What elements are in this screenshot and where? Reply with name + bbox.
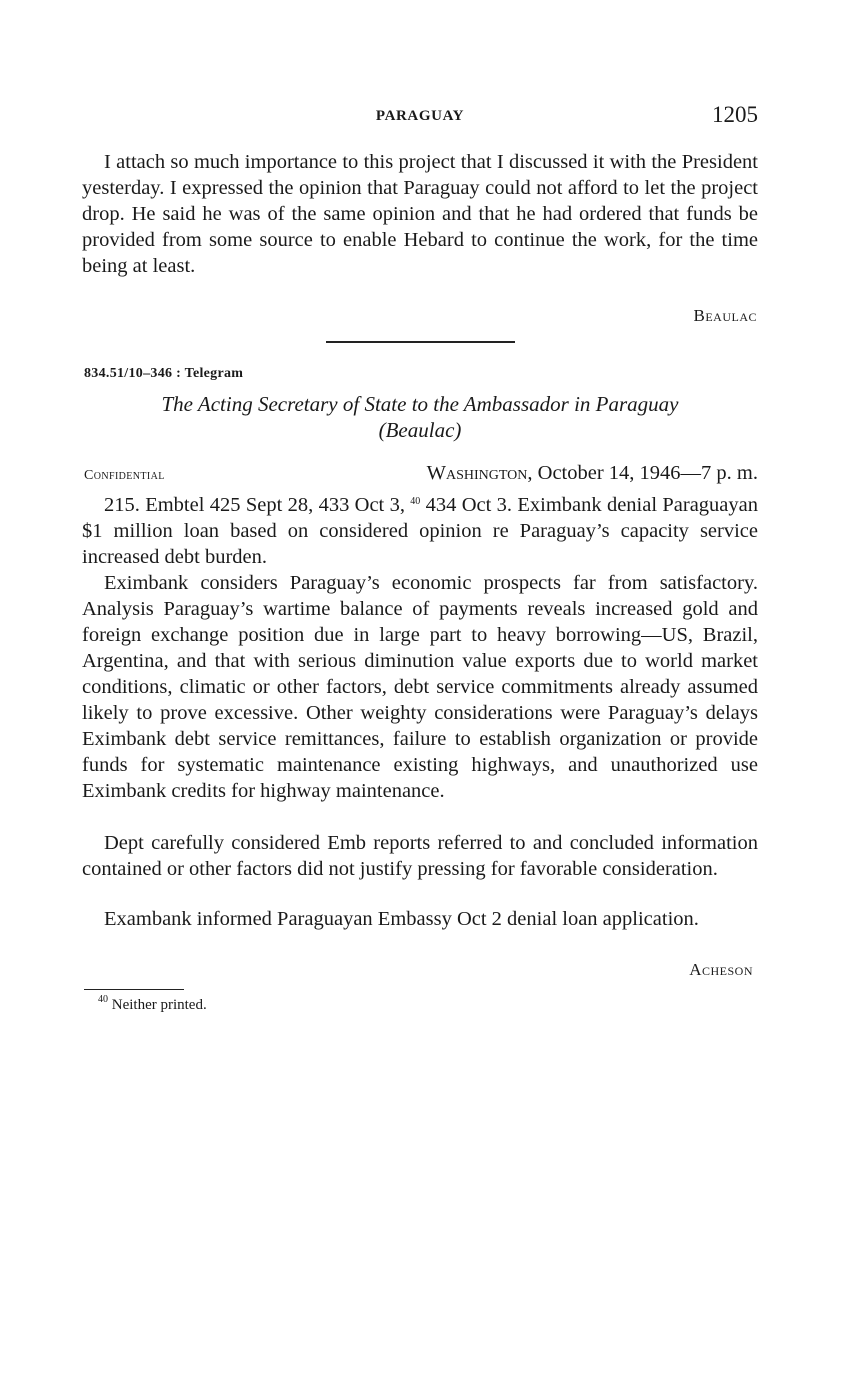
telegram-signature: Acheson <box>689 960 753 979</box>
letter-signature: Beaulac <box>693 306 757 325</box>
classification-label: Confidential <box>84 468 165 483</box>
footnote-rule <box>84 989 184 990</box>
telegram-paragraph-1 <box>82 492 758 570</box>
place-date <box>427 462 758 485</box>
paragraph-1-lead: 215. Embtel 425 Sept 28, 433 Oct 3, <box>104 494 411 516</box>
footnote-reference: 40 <box>410 496 421 507</box>
footnote-text: Neither printed. <box>108 997 207 1013</box>
date-time: , October 14, 1946—7 p. m. <box>527 462 758 484</box>
section-divider <box>326 341 515 343</box>
running-title: PARAGUAY <box>375 108 465 124</box>
file-reference: 834.51/10–346 : Telegram <box>84 366 244 381</box>
telegram-paragraph-4: Exambank informed Paraguayan Embassy Oct 2 denial loan application. <box>104 908 699 930</box>
footnote-number: 40 <box>98 994 108 1005</box>
paragraph-1-rest: 434 Oct 3. Eximbank denial Paraguayan $1 million loan based on considered opinion re Paraguay’s capacity service increased debt burden. <box>82 494 758 568</box>
dateline <box>82 462 758 490</box>
place: Washington <box>426 462 528 484</box>
page-number: 1205 <box>712 102 758 127</box>
footnote <box>98 994 207 1014</box>
document-title-text: The Acting Secretary of State to the Ambassador in Paraguay <box>161 392 679 416</box>
running-header <box>82 104 758 132</box>
telegram-paragraph-2: Eximbank considers Paraguay’s economic prospects far from satisfactory. Analysis Paraguay’s wartime balance of payments reveals increased gold and foreign exchange position due in large part to heavy borrowing—US, Brazil, Argentina, and that with serious diminution value exports due to world market conditions, climatic or other factors, debt service commitments already assumed likely to prove excessive. Other weighty considerations were Paraguay’s delays Eximbank debt service remittances, failure to establish organization or provide funds for systematic maintenance existing highways, and unauthorized use Eximbank credits for highway maintenance. <box>82 572 758 802</box>
telegram-paragraph-3: Dept carefully considered Emb reports referred to and concluded information contained or other factors did not justify pressing for favorable consideration. <box>82 832 758 880</box>
document-title <box>82 391 758 443</box>
document-recipient: (Beaulac) <box>378 418 462 442</box>
letter-paragraph: I attach so much importance to this project that I discussed it with the President yesterday. I expressed the opinion that Paraguay could not afford to let the project drop. He said he was of the same opinion and that he had ordered that funds be provided from some source to enable Hebard to continue the work, for the time being at least. <box>82 151 758 277</box>
